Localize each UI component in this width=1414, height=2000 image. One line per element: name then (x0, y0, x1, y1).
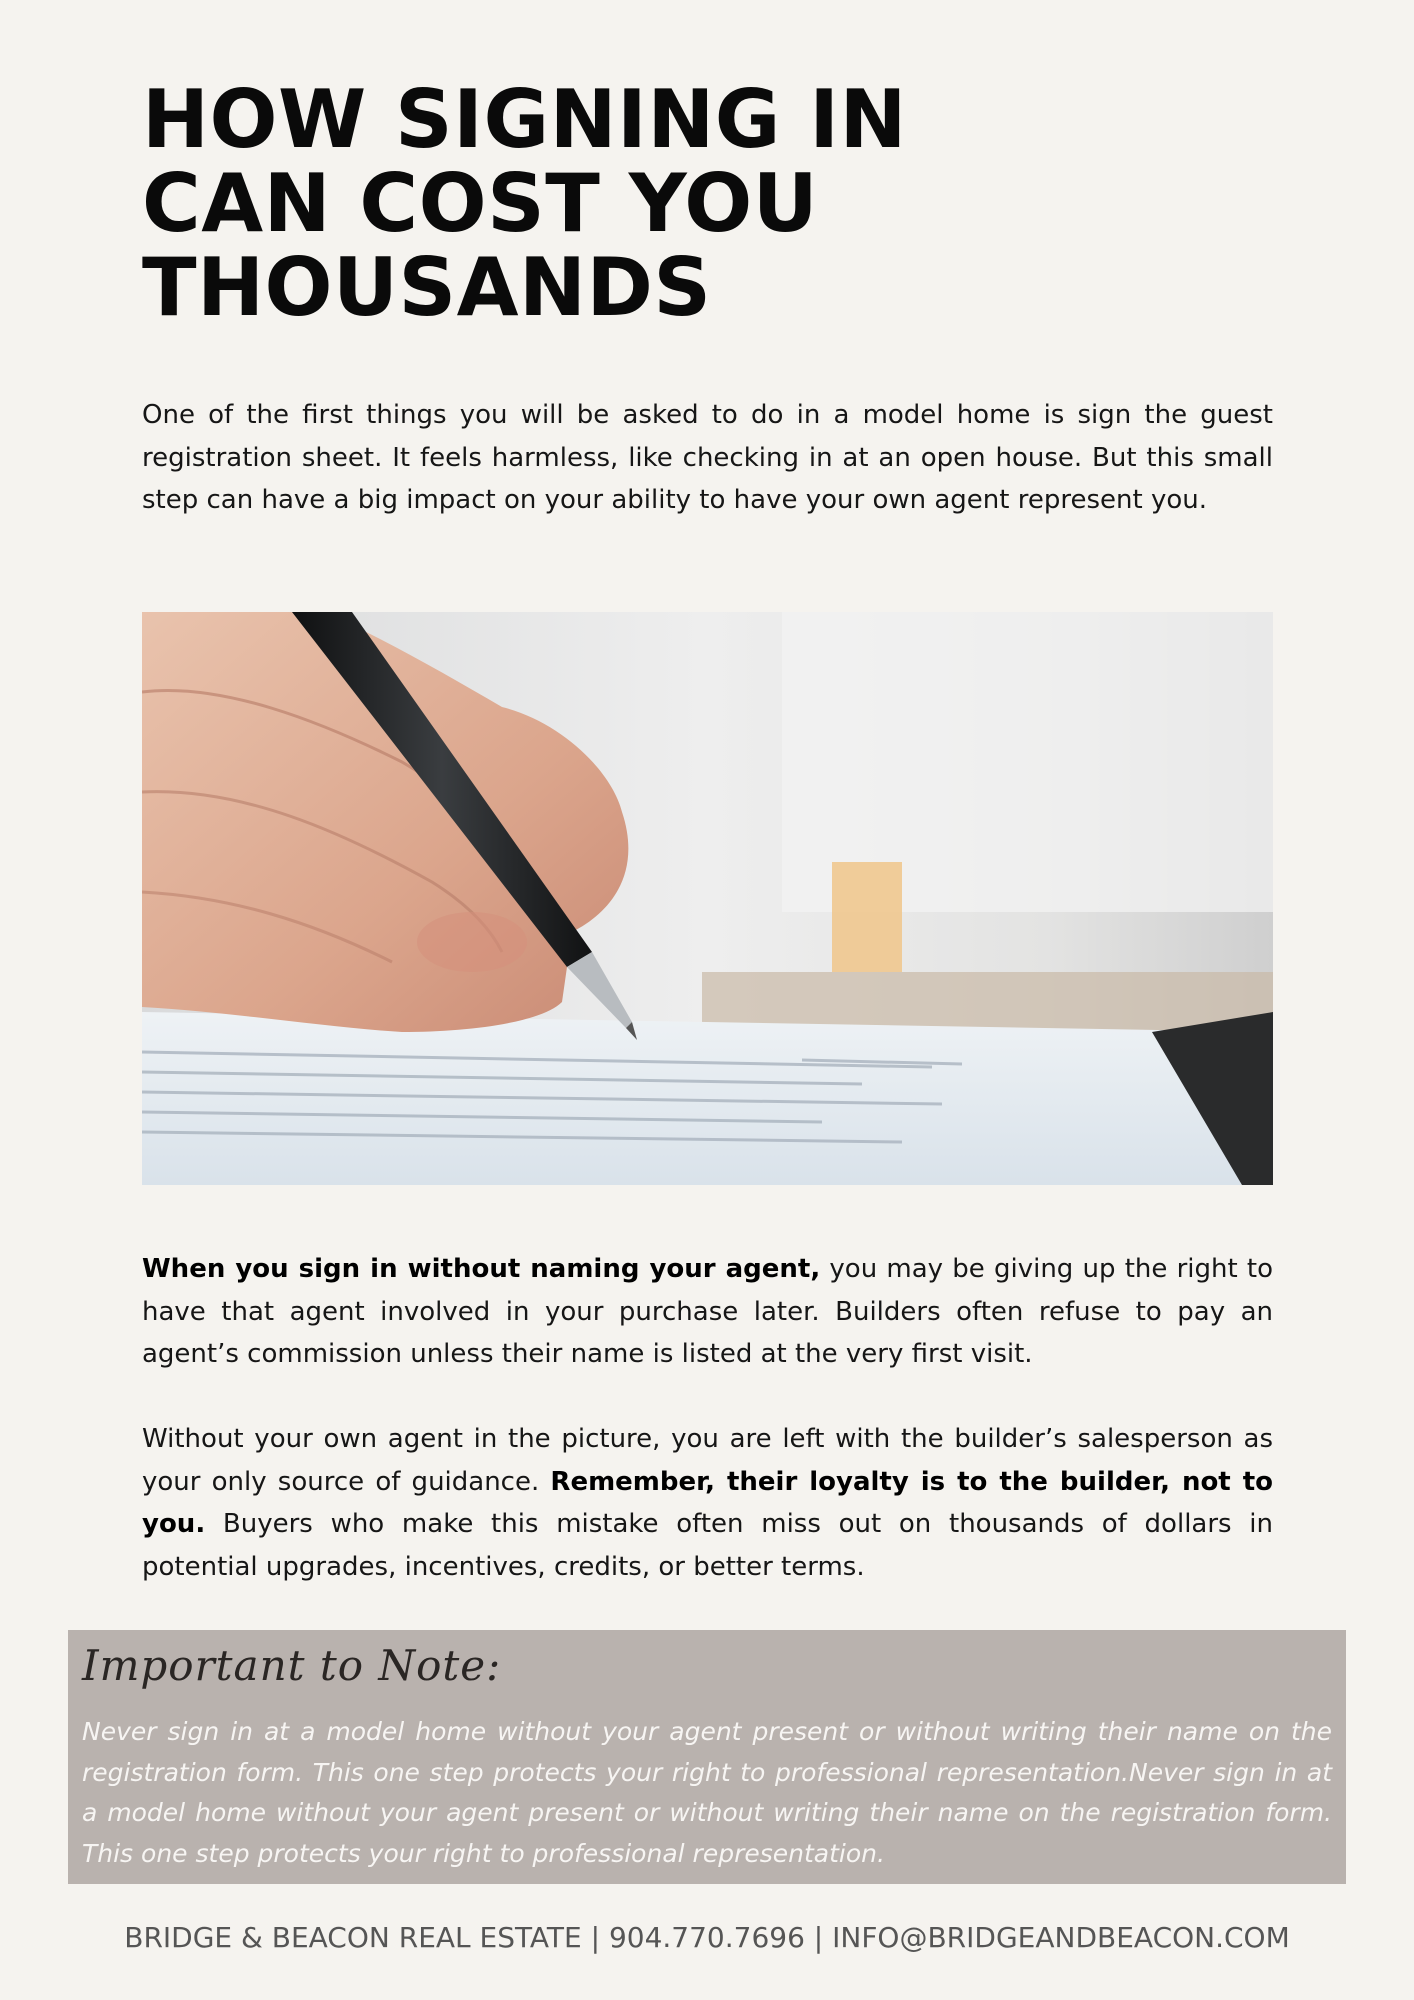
contact-footer: BRIDGE & BEACON REAL ESTATE | 904.770.7696 | INFO@BRIDGEANDBEACON.COM (124, 1921, 1290, 1954)
title-line-2: CAN COST YOU (142, 157, 819, 250)
title-line-1: HOW SIGNING IN (142, 73, 908, 166)
paragraph2-text-end: Buyers who make this mistake often miss out on thousands of dollars in potential upgrades, incentives, credits, or better terms. (142, 1509, 1273, 1582)
title-line-3: THOUSANDS (142, 241, 712, 334)
paragraph1-bold-lead: When you sign in without naming your agent, (142, 1254, 821, 1284)
paragraph-sign-in-warning (142, 1248, 1273, 1376)
note-text: Never sign in at a model home without your agent present or without writing their name on the registration form. This one step protects your right to professional representation.Never sign in at a model home without your agent present or without writing their name on the registration form. This one step protects your right to professional representation. (82, 1717, 1332, 1868)
page-title (142, 73, 1042, 334)
paragraph-builder-loyalty (142, 1418, 1273, 1588)
paragraph2-text-start: Without your own agent in the picture, you are left with the builder’s salesperson as your only source of guidance. (142, 1424, 1273, 1497)
paragraph2-bold: Remember, their loyalty is to the builder, not to you. (142, 1466, 1273, 1539)
paragraph1-text: you may be giving up the right to have that agent involved in your purchase later. Builders often refuse to pay an agent’s commission unless their name is listed at the very first visit. (142, 1254, 1274, 1369)
important-note-box (68, 1630, 1346, 1884)
hand-signing-document-photo (142, 612, 1273, 1185)
note-heading: Important to Note: (82, 1641, 502, 1690)
intro-paragraph: One of the first things you will be asked to do in a model home is sign the guest registration sheet. It feels harmless, like checking in at an open house. But this small step can have a big impact on your ability to have your own agent represent you. (142, 400, 1273, 515)
